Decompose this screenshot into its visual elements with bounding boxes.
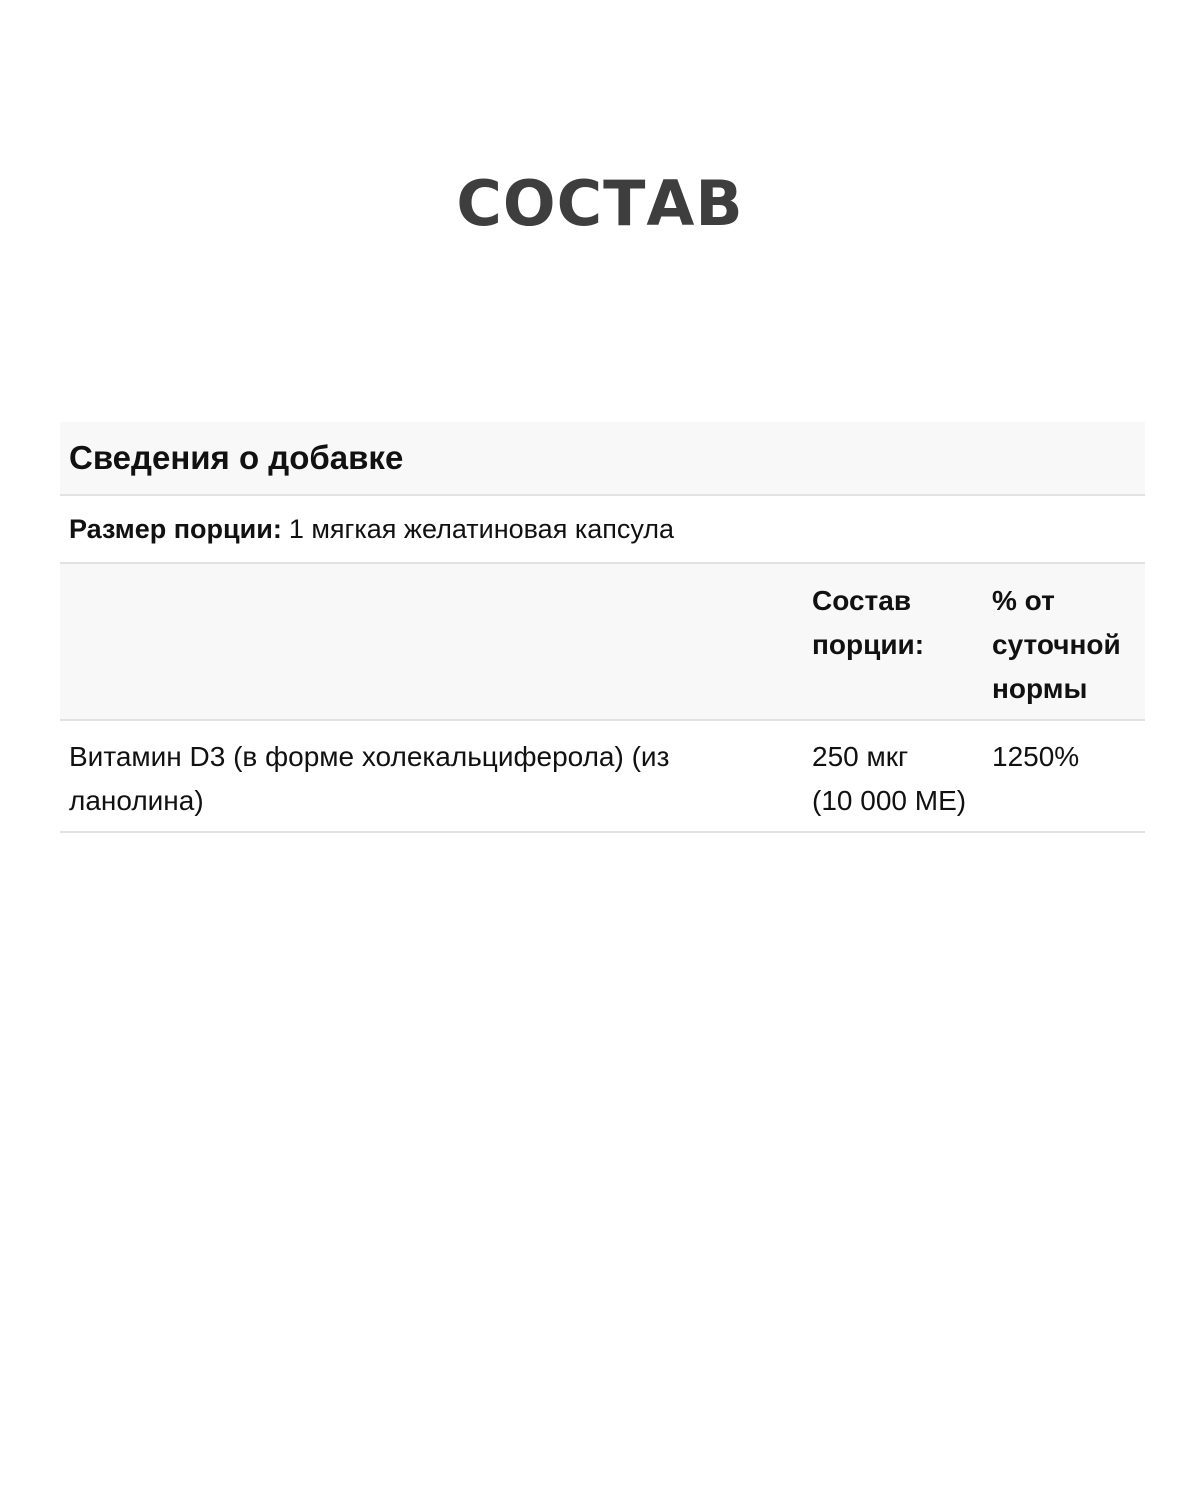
- nutrient-amount: [812, 735, 987, 823]
- column-header-amount-line: порции:: [812, 629, 925, 660]
- serving-size-row: [60, 496, 1145, 564]
- column-header-amount: [812, 579, 982, 667]
- nutrient-name-line: ланолина): [69, 785, 204, 816]
- table-row: [60, 721, 1145, 833]
- column-header-daily-value-line: % от: [992, 585, 1055, 616]
- page-title: СОСТАВ: [456, 167, 744, 240]
- column-header-daily-value-line: нормы: [992, 673, 1088, 704]
- nutrient-daily-value: 1250%: [992, 741, 1080, 772]
- serving-size-value: 1 мягкая желатиновая капсула: [288, 513, 675, 544]
- column-header-amount-line: Состав: [812, 585, 912, 616]
- serving-size-label: Размер порции:: [69, 513, 282, 544]
- facts-title: Сведения о добавке: [69, 439, 404, 476]
- nutrient-amount-line: 250 мкг: [812, 741, 909, 772]
- column-header-row: [60, 564, 1145, 721]
- column-header-daily-value-line: суточной: [992, 629, 1121, 660]
- nutrient-amount-line: (10 000 МЕ): [812, 785, 967, 816]
- nutrient-name-line: Витамин D3 (в форме холекальциферола) (из: [69, 741, 670, 772]
- supplement-facts-table: [60, 422, 1145, 833]
- column-header-daily-value: [992, 579, 1142, 711]
- nutrient-name: [69, 735, 749, 823]
- facts-header: [60, 422, 1145, 496]
